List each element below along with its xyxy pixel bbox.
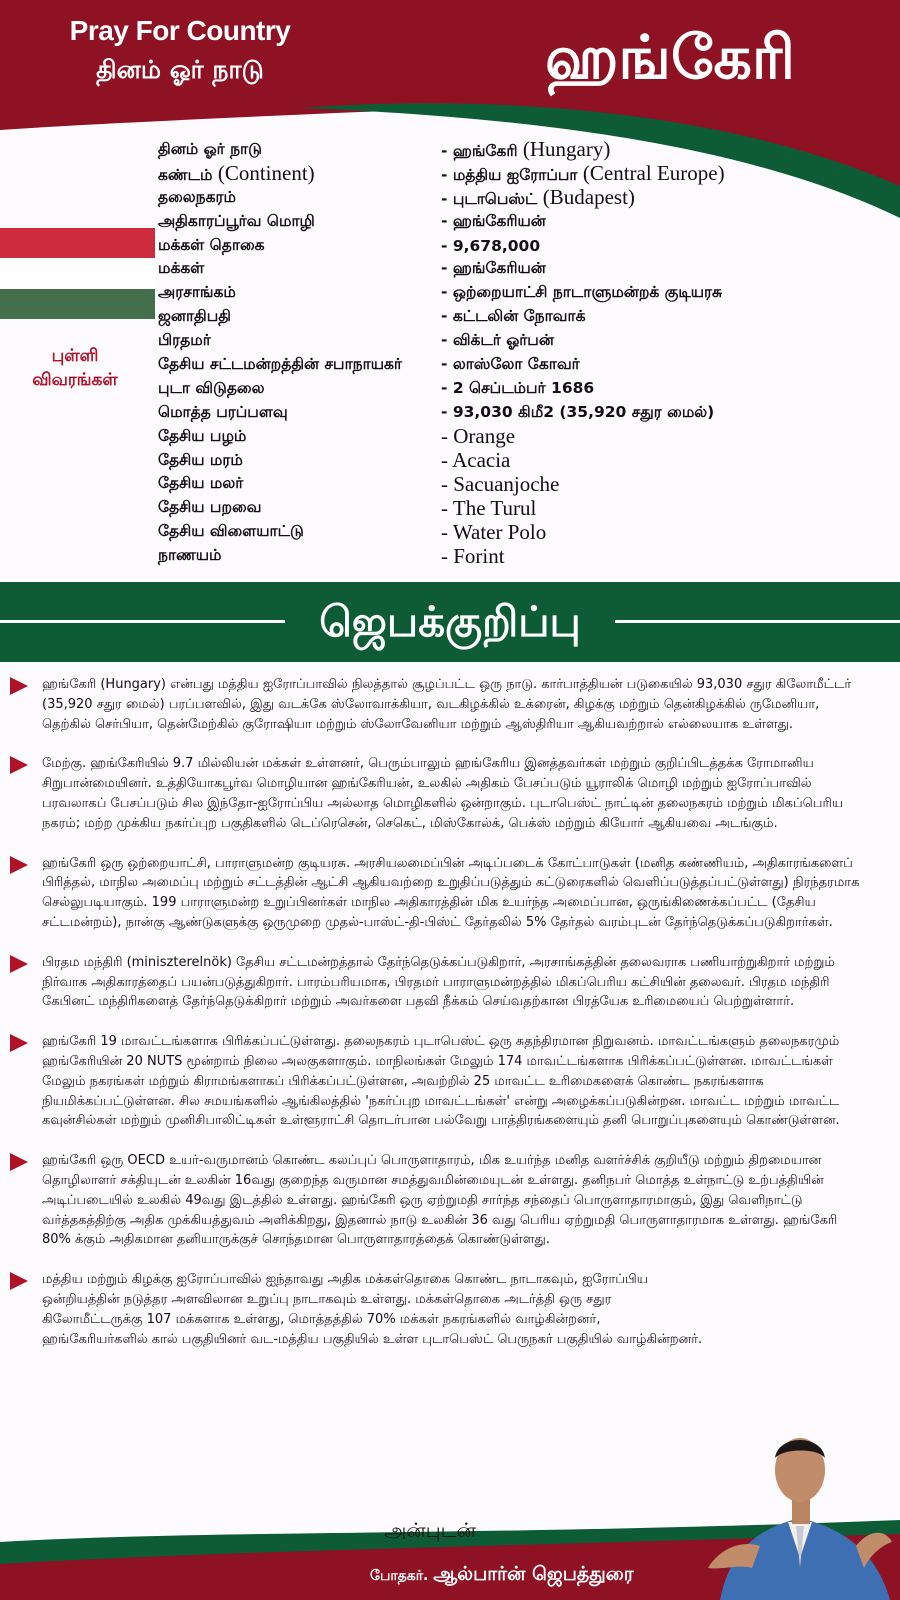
prayer-points-title: ஜெபக்குறிப்பு (319, 597, 581, 646)
country-name-title: ஹங்கேரி (544, 23, 796, 93)
fact-value: - ஹங்கேரியன் (441, 259, 546, 278)
prayer-point (0, 1151, 900, 1250)
fact-row (158, 186, 898, 210)
arrow-bullet-icon (10, 1272, 28, 1290)
facts-label (0, 344, 150, 392)
fact-value: - Orange (441, 424, 516, 449)
prayer-point (0, 1270, 900, 1349)
arrow-bullet-icon (10, 1153, 28, 1171)
prayer-point (0, 953, 900, 1012)
fact-row (158, 210, 898, 234)
fact-key: கண்டம் (Continent) (158, 161, 315, 186)
flag-white-stripe (0, 258, 155, 288)
fact-row (158, 234, 898, 258)
fact-key: தலைநகரம் (158, 187, 236, 206)
prayer-points-list (0, 675, 900, 1369)
fact-value: - 2 செப்டம்பர் 1686 (441, 378, 595, 397)
prayer-point-text: ஹங்கேரி (Hungary) என்பது மத்திய ஐரோப்பாவில் நிலத்தால் சூழப்பட்ட ஒரு நாடு. கார்பாத்தியன் படுகையில் 93,030 சதுர கிலோமீட்டர் (35,920 சதுர மைல்) பரப்பளவில், இது வடக்கே ஸ்லோவாக்கியா, வடகிழக்கில் உக்ரைன், கிழக்கு மற்றும் தென்கிழக்கில் ருமேனியா, தெற்கில் செர்பியா, தென்மேற்கில் குரோஷியா மற்றும் ஸ்லோவேனியா மற்றும் ஆஸ்திரியா ஆகியவற்றால் எல்லையாக உள்ளது. (42, 677, 852, 732)
prayer-points-band (0, 582, 900, 662)
band-divider-right (615, 620, 900, 623)
fact-value: - 9,678,000 (441, 236, 541, 255)
fact-value: - Water Polo (441, 519, 547, 544)
pray-for-country-title: Pray For Country (69, 15, 291, 46)
facts-label-line1: புள்ளி (51, 346, 99, 366)
pray-for-country-subtitle: தினம் ஓர் நாடு (96, 55, 264, 84)
prayer-point (0, 675, 900, 734)
fact-value: - Acacia (441, 448, 511, 473)
fact-key: அதிகாரப்பூர்வ மொழி (158, 211, 315, 230)
fact-key: அரசாங்கம் (158, 283, 236, 302)
arrow-bullet-icon (10, 856, 28, 874)
prayer-point (0, 1032, 900, 1131)
prayer-point-text: மேற்கு. ஹங்கேரியில் 9.7 மில்லியன் மக்கள் உள்ளனர், பெரும்பாலும் ஹங்கேரிய இனத்தவர்கள் மற்றும் குறிப்பிடத்தக்க ரோமானிய சிறுபான்மையினர். உத்தியோகபூர்வ மொழியான ஹங்கேரியன், உலகில் அதிகம் பேசப்படும் யூராலிக் மொழி மற்றும் ஐரோப்பாவில் பரவலாகப் பேசப்படும் சில இந்தோ-ஐரோப்பிய அல்லாத மொழிகளில் ஒன்றாகும். புடாபெஸ்ட் நாட்டின் தலைநகரம் மற்றும் மிகப்பெரிய நகரம்; மற்ற முக்கிய நகர்ப்புற பகுதிகளில் டெப்ரெசென், செகெட், மிஸ்கோல்க், பெக்ஸ் மற்றும் கியோர் ஆகியவை அடங்கும். (42, 756, 843, 831)
fact-value: - Sacuanjoche (441, 471, 560, 496)
fact-value: - ஹங்கேரியன் (441, 211, 546, 230)
arrow-bullet-icon (10, 955, 28, 973)
fact-key: தேசிய மலர் (158, 474, 244, 493)
arrow-bullet-icon (10, 677, 28, 695)
fact-row (158, 425, 898, 449)
band-divider-left (0, 620, 285, 623)
fact-row (158, 305, 898, 329)
arrow-bullet-icon (10, 1034, 28, 1052)
preacher-name: ஆல்பார்ன் ஜெபத்துரை (433, 1563, 634, 1585)
fact-key: தேசிய பறவை (158, 498, 262, 517)
fact-row (158, 353, 898, 377)
prayer-point-text: ஹங்கேரி ஒரு ஒற்றையாட்சி, பாராளுமன்ற குடியரசு. அரசியலமைப்பின் அடிப்படைக் கோட்பாடுகள் (மனித கண்ணியம், அதிகாரங்களைப் பிரித்தல், மாநில அமைப்பு மற்றும் சட்டத்தின் ஆட்சி ஆகியவற்றை உறுதிப்படுத்தும் கட்டுரைகளில் வெளிப்படுத்தப்பட்டுள்ளது) நிரந்தரமாக செல்லுபடியாகும். 199 பாராளுமன்ற உறுப்பினர்கள் மாநில அதிகாரத்தின் மிக உயர்ந்த அமைப்பான, ஒருங்கிணைக்கப்பட்ட (தேசிய சட்டமன்றம்), நான்கு ஆண்டுகளுக்கு ஒருமுறை முதல்-பாஸ்ட்-தி-பிஸ்ட் தேர்தலில் 5% தேர்தல் வரம்புடன் தேர்ந்தெடுக்கப்படுகிறார்கள். (42, 855, 860, 930)
fact-value: - லாஸ்லோ கோவர் (441, 354, 580, 373)
preacher-title: போதகர். (370, 1568, 429, 1584)
preacher-signature (370, 1563, 750, 1588)
fact-row (158, 496, 898, 520)
prayer-point-text: ஹங்கேரி ஒரு OECD உயர்-வருமானம் கொண்ட கலப்புப் பொருளாதாரம், மிக உயர்ந்த மனித வளர்ச்சிக் குறியீடு மற்றும் திறமையான தொழிலாளர் சக்தியுடன் உலகின் 16வது குறைந்த வருமான சமத்துவமின்மையுடன் உள்ளது. தனிநபர் மொத்த உள்நாட்டு உற்பத்தியின் அடிப்படையில் உலகில் 49வது இடத்தில் உள்ளது. ஹங்கேரி ஒரு ஏற்றுமதி சார்ந்த சந்தைப் பொருளாதாரமாகும், இது வெளிநாட்டு வர்த்தகத்திற்கு அதிக முக்கியத்துவம் அளிக்கிறது, இதனால் நாடு உலகின் 36 வது பெரிய ஏற்றுமதி பொருளாதாரமாக உள்ளது. ஹங்கேரி 80% க்கும் அதிகமான தனியாருக்குச் சொந்தமான பொருளாதாரத்தைக் கொண்டுள்ளது. (42, 1153, 838, 1248)
fact-value: - 93,030 கிமீ2 (35,920 சதுர மைல்) (441, 402, 715, 421)
fact-row (158, 281, 898, 305)
fact-value: - கட்டலின் நோவாக் (441, 307, 586, 326)
fact-value: - புடாபெஸ்ட் (Budapest) (441, 185, 635, 210)
fact-value: - மத்திய ஐரோப்பா (Central Europe) (441, 161, 725, 186)
fact-key: தேசிய பழம் (158, 426, 247, 445)
fact-row (158, 449, 898, 473)
facts-table (158, 138, 898, 568)
fact-key: தினம் ஓர் நாடு (158, 139, 262, 158)
hungary-flag-icon (0, 228, 155, 319)
with-love-text: அன்புடன் (384, 1518, 476, 1542)
arrow-bullet-icon (10, 756, 28, 774)
fact-key: மொத்த பரப்பளவு (158, 402, 288, 421)
fact-row (158, 162, 898, 186)
facts-label-line2: விவரங்கள் (32, 370, 118, 390)
prayer-point-text: ஹங்கேரி 19 மாவட்டங்களாக பிரிக்கப்பட்டுள்ளது. தலைநகரம் புடாபெஸ்ட் ஒரு சுதந்திரமான நிறுவனம். மாவட்டங்களும் தலைநகரமும் ஹங்கேரியின் 20 NUTS மூன்றாம் நிலை அலகுகளாகும். மாநிலங்கள் மேலும் 174 மாவட்டங்களாக பிரிக்கப்பட்டுள்ளன. மாவட்டங்கள் மேலும் நகரங்கள் மற்றும் கிராமங்களாகப் பிரிக்கப்பட்டுள்ளன, அவற்றில் 25 மாவட்ட உரிமைகளைக் கொண்ட நகரங்களாக நியமிக்கப்பட்டுள்ளன. சில சமயங்களில் ஆங்கிலத்தில் 'நகர்ப்புற மாவட்டங்கள்' என்று அழைக்கப்படுகின்றன. மாவட்ட மற்றும் மாவட்ட கவுன்சில்கள் மற்றும் முனிசிபாலிட்டிகள் உள்ளூராட்சி தொடர்பான பல்வேறு பாத்திரங்களையும் தனி பொறுப்புகளையும் கொண்டுள்ளன. (42, 1034, 840, 1129)
fact-row (158, 401, 898, 425)
fact-row (158, 257, 898, 281)
fact-value: - ஹங்கேரி (Hungary) (441, 137, 611, 162)
fact-row (158, 138, 898, 162)
fact-row (158, 520, 898, 544)
fact-row (158, 329, 898, 353)
prayer-point (0, 854, 900, 933)
fact-key: தேசிய சட்டமன்றத்தின் சபாநாயகர் (158, 354, 403, 373)
prayer-point-text: மத்திய மற்றும் கிழக்கு ஐரோப்பாவில் ஐந்தாவது அதிக மக்கள்தொகை கொண்ட நாடாகவும், ஐரோப்பிய ஒன்றியத்தின் நடுத்தர அளவிலான உறுப்பு நாடாகவும் உள்ளது. மக்கள்தொகை அடர்த்தி ஒரு சதுர கிலோமீட்டருக்கு 107 மக்களாக உள்ளது, மொத்தத்தில் 70% மக்கள் நகரங்களில் வாழ்கின்றனர், ஹங்கேரியர்களில் கால் பகுதியினர் வட-மத்திய பகுதியில் உள்ள புடாபெஸ்ட் பெருநகர் பகுதியில் வாழ்கின்றனர். (42, 1272, 703, 1347)
flag-green-stripe (0, 289, 155, 319)
prayer-point-text: பிரதம மந்திரி (miniszterelnök) தேசிய சட்டமன்றத்தால் தேர்ந்தெடுக்கப்படுகிறார், அரசாங்கத்தின் தலைவராக பணியாற்றுகிறார் மற்றும் நிர்வாக அதிகாரத்தைப் பயன்படுத்துகிறார். பாரம்பரியமாக, பிரதமர் பாராளுமன்றத்தில் மிகப்பெரிய கட்சியின் தலைவர். பிரதம மந்திரி கேபினட் மந்திரிகளைத் தேர்ந்தெடுக்கிறார் மற்றும் அவர்களை பதவி நீக்கம் செய்வதற்கான பிரத்யேக உரிமையைப் பெற்றுள்ளார். (42, 954, 835, 1010)
fact-row (158, 377, 898, 401)
fact-key: தேசிய மரம் (158, 450, 243, 469)
fact-value: - விக்டர் ஓர்பன் (441, 331, 554, 350)
fact-value: - The Turul (441, 495, 537, 520)
fact-key: நாணயம் (158, 546, 222, 565)
flag-red-stripe (0, 228, 155, 258)
fact-row (158, 544, 898, 568)
fact-row (158, 472, 898, 496)
fact-key: ஜனாதிபதி (158, 307, 231, 326)
fact-key: பிரதமர் (158, 331, 211, 350)
prayer-point (0, 754, 900, 833)
fact-key: மக்கள் தொகை (158, 235, 265, 254)
fact-key: தேசிய விளையாட்டு (158, 522, 304, 541)
fact-value: - ஒற்றையாட்சி நாடாளுமன்றக் குடியரசு (441, 283, 723, 302)
fact-key: மக்கள் (158, 259, 205, 278)
fact-key: புடா விடுதலை (158, 378, 265, 397)
preacher-photo (700, 1418, 900, 1600)
fact-value: - Forint (441, 543, 505, 568)
